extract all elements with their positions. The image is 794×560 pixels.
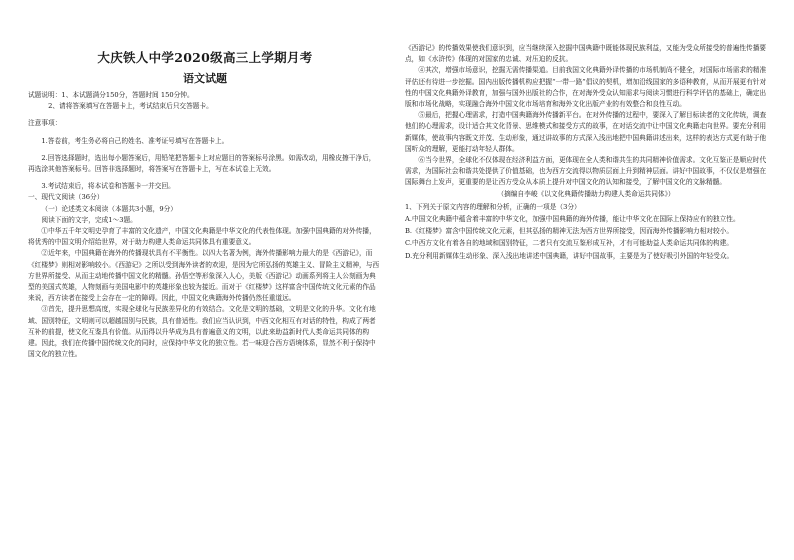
reading-instruction: 阅读下面的文字，完成1～3题。 <box>41 215 137 224</box>
passage-paragraph-4: ④其次，增强市场意识，挖掘无需传播渠道。目前我国文化典籍外译传播的市场机制尚不健全，对国际市场需求的精准评估还有待进一步挖掘。国内出版传播机构应把握“一带一路”倡议的契机，增加沿线国家的多语种教育，从而开展更有针对性的中国文化典籍外译教育，加强与国外出版社的合作，在对海外受众认知需求与阅读习惯进行科学评估的基础上，确定出版和市场化战略，实现融合海外中国文化市场培育和海外文化出版产业的有效整合和良性互动。 <box>405 66 767 109</box>
exam-title: 大庆铁人中学2020级高三上学期月考 <box>97 50 313 65</box>
passage-continuation: 《西游记》的传播效果使我们意识到，应当继续深入挖掘中国典籍中既能体现民族利益，又能为受众所接受的普遍性传播要点，如《水浒传》体现的对国家的忠诚、对压迫的反抗。 <box>405 44 767 64</box>
passage-source: （摘编自李峻《以文化典籍传播助力构建人类命运共同体》） <box>497 189 675 198</box>
section-heading: 一、现代文阅读（36分） <box>28 193 104 202</box>
question-1: 1、下列关于原文内容的理解和分析，正确的一项是（3分） <box>405 202 581 211</box>
passage-paragraph-3: ③首先，提升思想高度，实现全球化与民族差异化的有效结合。文化是文明的基础，文明是文化的升华。文化有地域、国别特征，文明则可以超越国别与民族，具有普适性。我们应当认识到，中西文化相互有对话的特性，构成了两者互补的前提，使文化互鉴具有价值。从而得以升华成为具有普遍意义的文明，以此来助益新时代人类命运共同体的构建。因此，我们在传播中国传统文化的同时，应保持中华文化的独立性。若一味迎合西方语境体系，显然不利于保持中国文化的独立性。 <box>28 305 376 359</box>
notes-heading: 注意事项： <box>28 119 62 128</box>
option-b: B.《红楼梦》富含中国传统文化元素，但其弘扬的精神无法为西方世界所接受，因而海外传播影响力相对较小。 <box>405 227 734 236</box>
passage-paragraph-2: ②近年来，中国典籍在海外的传播现状具有不平衡性。以四大名著为例，海外传播影响力最大的是《西游记》，而《红楼梦》则相对影响较小。《西游记》之所以受到海外读者的欢迎，是因为它所弘扬的英雄主义、冒险主义精神，与西方世界所接受、从而主动地传播中国文化的精髓。孙悟空等形象深入人心，美版《西游记》动画系列将主人公刻画为典型的美国式英雄，人物刻画与美国电影中的英雄形象也较为接近。而对于《红楼梦》这样富含中国传统文化元素的作品来说，西方读者在接受上会存在一定的障碍。因此，中国文化典籍海外传播仍然任重道远。 <box>28 249 380 303</box>
note-item-3: 3.考试结束后，将本试卷和答题卡一并交回。 <box>41 182 175 191</box>
passage-paragraph-5: ⑤最后，把握心理需求，打造中国典籍海外传播新平台。在对外传播的过程中，要深入了解目标读者的文化传统，调查他们的心理需求，设计适合其文化背景、思维模式和接受方式的故事，在对话交流中让中国文化典籍走向世界。要充分利用新媒体，使故事内容既文并茂、生动形象，通过讲故事的方式深入浅出地把中国典籍讲述出来，这样的表达方式更有助于他国听众的理解，更能打动年轻人群体。 <box>405 111 767 153</box>
instruction-line-1: 试题说明：1、本试题满分150分，答题时间 150分钟。 <box>28 91 194 99</box>
note-item-2: 2.回答选择题时，选出每小题答案后，用铅笔把答题卡上对应题目的答案标号涂黑。如需改动，用橡皮擦干净后，再选涂其他答案标号。回答非选择题时，将答案写在答题卡上，写在本试卷上无效。 <box>28 153 376 174</box>
left-column <box>28 90 382 360</box>
section-subheading: （一）论述类文本阅读（本题共3小题，9分） <box>41 204 177 213</box>
note-item-1: 1.答卷前，考生务必将自己的姓名、准考证号填写在答题卡上。 <box>41 136 229 145</box>
option-a: A.中国文化典籍中蕴含着丰富的中华文化，加强中国典籍的海外传播，能让中华文化在国际上保持应有的独立性。 <box>405 215 740 224</box>
passage-paragraph-6: ⑥当今世界，全球化不仅体现在经济利益方面，更体现在全人类和谐共生的共同精神价值需求。文化互鉴正是顺应时代需求，为国际社会和谐共处提供了价值基础，也为西方交流得以物质层面上升到精神层面。讲好中国故事，不仅仅是增强在国际舞台上发声，更重要的是让西方受众从本质上提升对中国文化的认知和接受，了解中国文化的文脉精髓。 <box>405 156 767 187</box>
passage-paragraph-1: ①中华五千年文明史孕育了丰富的文化遗产，中国文化典籍是中华文化的代表性体现。加强中国典籍的对外传播，将优秀的中国文明介绍给世界，对于助力构建人类命运共同体具有重要意义。 <box>28 227 376 247</box>
option-d: D.充分利用新媒体生动形象、深入浅出地讲述中国典籍，讲好中国故事，主要是为了使好吸引外国的年轻受众。 <box>405 251 734 260</box>
option-c: C.中西方文化有着各自的地域和国别特征，二者只有交流互鉴形成互补，才有可能助益人类命运共同体的构建。 <box>405 239 733 248</box>
instruction-line-2: 2、请将答案填写在答题卡上，考试结束后只交答题卡。 <box>48 102 213 111</box>
right-column <box>405 43 767 262</box>
exam-subtitle: 语文试题 <box>183 72 227 85</box>
